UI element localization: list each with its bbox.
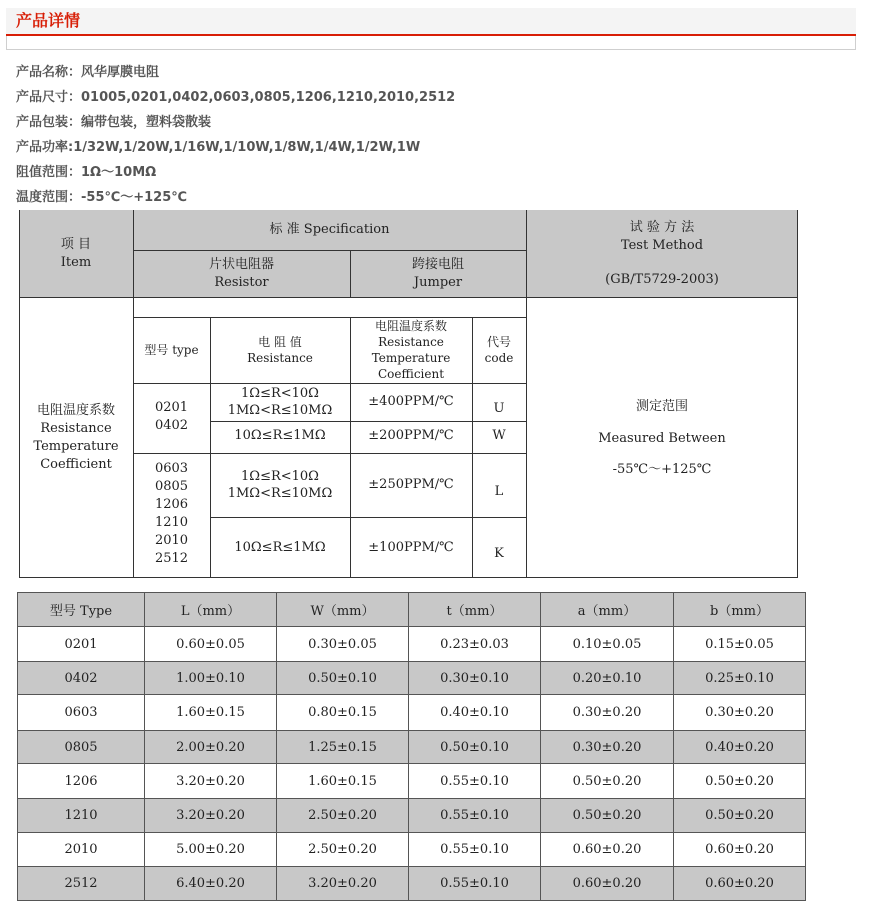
group2-tcr-2: ±100PPM/℃ <box>368 539 454 555</box>
group1-res-range-2: 10Ω≤R≤1MΩ <box>234 427 326 443</box>
resistance-range: 1MΩ<R≤10MΩ <box>227 486 333 501</box>
table-cell: 2.50±0.20 <box>277 799 409 833</box>
table-cell: 0.50±0.20 <box>674 764 806 799</box>
grid-line <box>797 210 798 578</box>
resistance-range: 1Ω≤R<10Ω <box>241 469 319 484</box>
product-detail-header <box>6 8 856 36</box>
table-cell: 1.25±0.15 <box>277 731 409 764</box>
table-cell: 0.30±0.20 <box>541 695 674 731</box>
table-cell: 0.25±0.10 <box>674 662 806 695</box>
spec-item-header <box>19 210 133 297</box>
measure-en: Measured Between <box>598 431 726 446</box>
grid-line <box>210 517 526 518</box>
table-cell: 0.50±0.20 <box>541 764 674 799</box>
table-cell: 1206 <box>18 764 145 799</box>
test-cn: 试 验 方 法 <box>629 219 695 235</box>
table-cell: 0.55±0.10 <box>409 867 541 901</box>
grid-line <box>526 210 527 578</box>
tcr-en: Temperature <box>33 438 119 454</box>
table-row <box>18 627 806 662</box>
grid-line <box>133 210 134 578</box>
info-label: 产品功率: <box>16 140 74 155</box>
col-tcr <box>350 317 472 383</box>
table-row <box>18 764 806 799</box>
info-line-name <box>16 64 159 82</box>
resistance-range: 1MΩ<R≤10MΩ <box>227 403 333 418</box>
spec-table <box>19 210 798 578</box>
info-value: 1Ω～10MΩ <box>81 165 157 180</box>
table-cell: 0.80±0.15 <box>277 695 409 731</box>
dimension-header-row <box>18 593 806 627</box>
type-code: 0201 <box>154 399 189 415</box>
col-resistance <box>210 317 350 383</box>
info-label: 温度范围： <box>16 190 82 205</box>
info-label: 产品尺寸： <box>16 90 82 105</box>
table-cell: 0805 <box>18 731 145 764</box>
table-cell: 0.60±0.05 <box>145 627 277 662</box>
col-resistance-en: Resistance <box>247 351 313 365</box>
table-cell: 3.20±0.20 <box>145 799 277 833</box>
table-row <box>18 799 806 833</box>
resistance-range: 1Ω≤R<10Ω <box>241 386 319 401</box>
info-value: 风华厚膜电阻 <box>81 65 160 80</box>
table-cell: 6.40±0.20 <box>145 867 277 901</box>
table-cell: 0.50±0.10 <box>277 662 409 695</box>
table-cell: 2.00±0.20 <box>145 731 277 764</box>
table-row <box>18 695 806 731</box>
col-header-a: a（mm） <box>541 593 674 627</box>
grid-line <box>350 317 351 578</box>
jumper-header <box>350 250 526 297</box>
spec-standard-header: 标 准 Specification <box>269 222 390 237</box>
grid-line <box>133 453 526 454</box>
grid-line <box>210 317 211 578</box>
table-cell: 2512 <box>18 867 145 901</box>
table-cell: 1.60±0.15 <box>145 695 277 731</box>
group1-types <box>133 383 210 450</box>
grid-line <box>133 250 526 251</box>
col-tcr-en: Coefficient <box>377 367 445 381</box>
table-cell: 0.50±0.10 <box>409 731 541 764</box>
table-cell: 0201 <box>18 627 145 662</box>
group2-code-2: K <box>494 545 504 561</box>
resistor-en: Resistor <box>214 274 269 290</box>
grid-line <box>210 421 526 422</box>
resistor-cn: 片状电阻器 <box>208 256 274 272</box>
info-value: -55℃～+125℃ <box>81 190 188 205</box>
table-cell: 0.60±0.20 <box>541 867 674 901</box>
grid-line <box>133 383 526 384</box>
table-cell: 0603 <box>18 695 145 731</box>
measure-range: -55℃～+125℃ <box>612 462 712 477</box>
group1-tcr-1: ±400PPM/℃ <box>368 394 454 409</box>
col-resistance-cn: 电 阻 值 <box>258 335 302 349</box>
table-cell: 5.00±0.20 <box>145 833 277 867</box>
table-row <box>18 867 806 901</box>
grid-line <box>133 317 526 318</box>
col-header-type: 型号 Type <box>18 593 145 627</box>
col-header-b: b（mm） <box>674 593 806 627</box>
table-cell: 0.15±0.05 <box>674 627 806 662</box>
col-code <box>472 317 526 383</box>
item-en: Item <box>60 254 92 270</box>
info-value: 编带包装，塑料袋散装 <box>81 115 212 130</box>
table-row <box>18 833 806 867</box>
test-standard: (GB/T5729-2003) <box>605 271 719 287</box>
info-line-resistance-range <box>16 164 156 182</box>
grid-line <box>19 577 798 578</box>
group1-code-1: U <box>493 401 505 416</box>
table-cell: 0.55±0.10 <box>409 799 541 833</box>
table-cell: 0.30±0.10 <box>409 662 541 695</box>
info-line-temperature-range <box>16 189 187 207</box>
grid-line <box>19 297 798 298</box>
info-label: 阻值范围： <box>16 165 82 180</box>
page-title: 产品详情 <box>16 11 81 30</box>
table-cell: 0.50±0.20 <box>541 799 674 833</box>
test-method-header <box>526 210 798 297</box>
group2-tcr-1: ±250PPM/℃ <box>368 477 454 492</box>
table-cell: 0.55±0.10 <box>409 764 541 799</box>
jumper-cn: 跨接电阻 <box>411 256 464 272</box>
table-cell: 0.60±0.20 <box>674 867 806 901</box>
type-code: 1210 <box>154 515 189 530</box>
info-label: 产品包装： <box>16 115 82 130</box>
col-type: 型号 type <box>144 343 199 357</box>
dimension-table <box>17 592 806 901</box>
tcr-cn: 电阻温度系数 <box>36 402 115 418</box>
jumper-en: Jumper <box>413 274 463 290</box>
tcr-en: Resistance <box>40 420 112 436</box>
type-code: 0402 <box>154 417 189 433</box>
table-cell: 0.10±0.05 <box>541 627 674 662</box>
group2-code-1: L <box>494 484 504 499</box>
item-cn: 项 目 <box>60 236 92 252</box>
group1-res-range-1 <box>210 383 350 421</box>
group1-tcr-2: ±200PPM/℃ <box>368 427 454 443</box>
table-cell: 0402 <box>18 662 145 695</box>
group1-code-2: W <box>492 427 506 443</box>
col-tcr-en: Temperature <box>371 351 451 365</box>
table-cell: 1.60±0.15 <box>277 764 409 799</box>
table-cell: 1.00±0.10 <box>145 662 277 695</box>
table-cell: 0.55±0.10 <box>409 833 541 867</box>
grid-line <box>472 317 473 578</box>
table-cell: 2.50±0.20 <box>277 833 409 867</box>
table-row <box>18 731 806 764</box>
info-line-power <box>16 139 420 157</box>
table-cell: 0.20±0.10 <box>541 662 674 695</box>
group2-res-range-1 <box>210 453 350 517</box>
grid-line <box>350 250 351 297</box>
col-header-width: W（mm） <box>277 593 409 627</box>
type-code: 2512 <box>154 551 189 566</box>
info-line-size <box>16 89 455 107</box>
col-header-length: L（mm） <box>145 593 277 627</box>
tcr-row-label <box>19 297 133 578</box>
table-cell: 0.50±0.20 <box>674 799 806 833</box>
type-code: 2010 <box>154 533 189 548</box>
table-cell: 0.30±0.20 <box>541 731 674 764</box>
table-row <box>18 662 806 695</box>
test-en: Test Method <box>620 237 704 253</box>
info-label: 产品名称： <box>16 65 82 80</box>
table-cell: 2010 <box>18 833 145 867</box>
table-cell: 0.40±0.10 <box>409 695 541 731</box>
table-cell: 0.60±0.20 <box>674 833 806 867</box>
table-cell: 3.20±0.20 <box>277 867 409 901</box>
group2-res-range-2: 10Ω≤R≤1MΩ <box>234 539 326 555</box>
col-tcr-en: Resistance <box>378 335 444 349</box>
tcr-en: Coefficient <box>40 456 112 472</box>
table-cell: 0.30±0.05 <box>277 627 409 662</box>
group2-types <box>133 458 210 570</box>
type-code: 1206 <box>154 497 189 512</box>
col-code-en: code <box>484 351 514 365</box>
col-tcr-cn: 电阻温度系数 <box>374 319 447 333</box>
info-value: 1/32W,1/20W,1/16W,1/10W,1/8W,1/4W,1/2W,1W <box>73 140 421 155</box>
info-value: 01005,0201,0402,0603,0805,1206,1210,2010,2512 <box>81 90 456 105</box>
measure-cn: 测定范围 <box>635 399 688 414</box>
table-cell: 0.60±0.20 <box>541 833 674 867</box>
type-code: 0603 <box>154 461 189 476</box>
table-cell: 3.20±0.20 <box>145 764 277 799</box>
resistor-header <box>133 250 350 297</box>
table-cell: 1210 <box>18 799 145 833</box>
type-code: 0805 <box>154 479 189 494</box>
table-cell: 0.30±0.20 <box>674 695 806 731</box>
grid-line <box>19 210 20 578</box>
col-header-thickness: t（mm） <box>409 593 541 627</box>
table-cell: 0.23±0.03 <box>409 627 541 662</box>
table-cell: 0.40±0.20 <box>674 731 806 764</box>
col-code-cn: 代号 <box>486 335 511 349</box>
info-line-packaging <box>16 114 211 132</box>
